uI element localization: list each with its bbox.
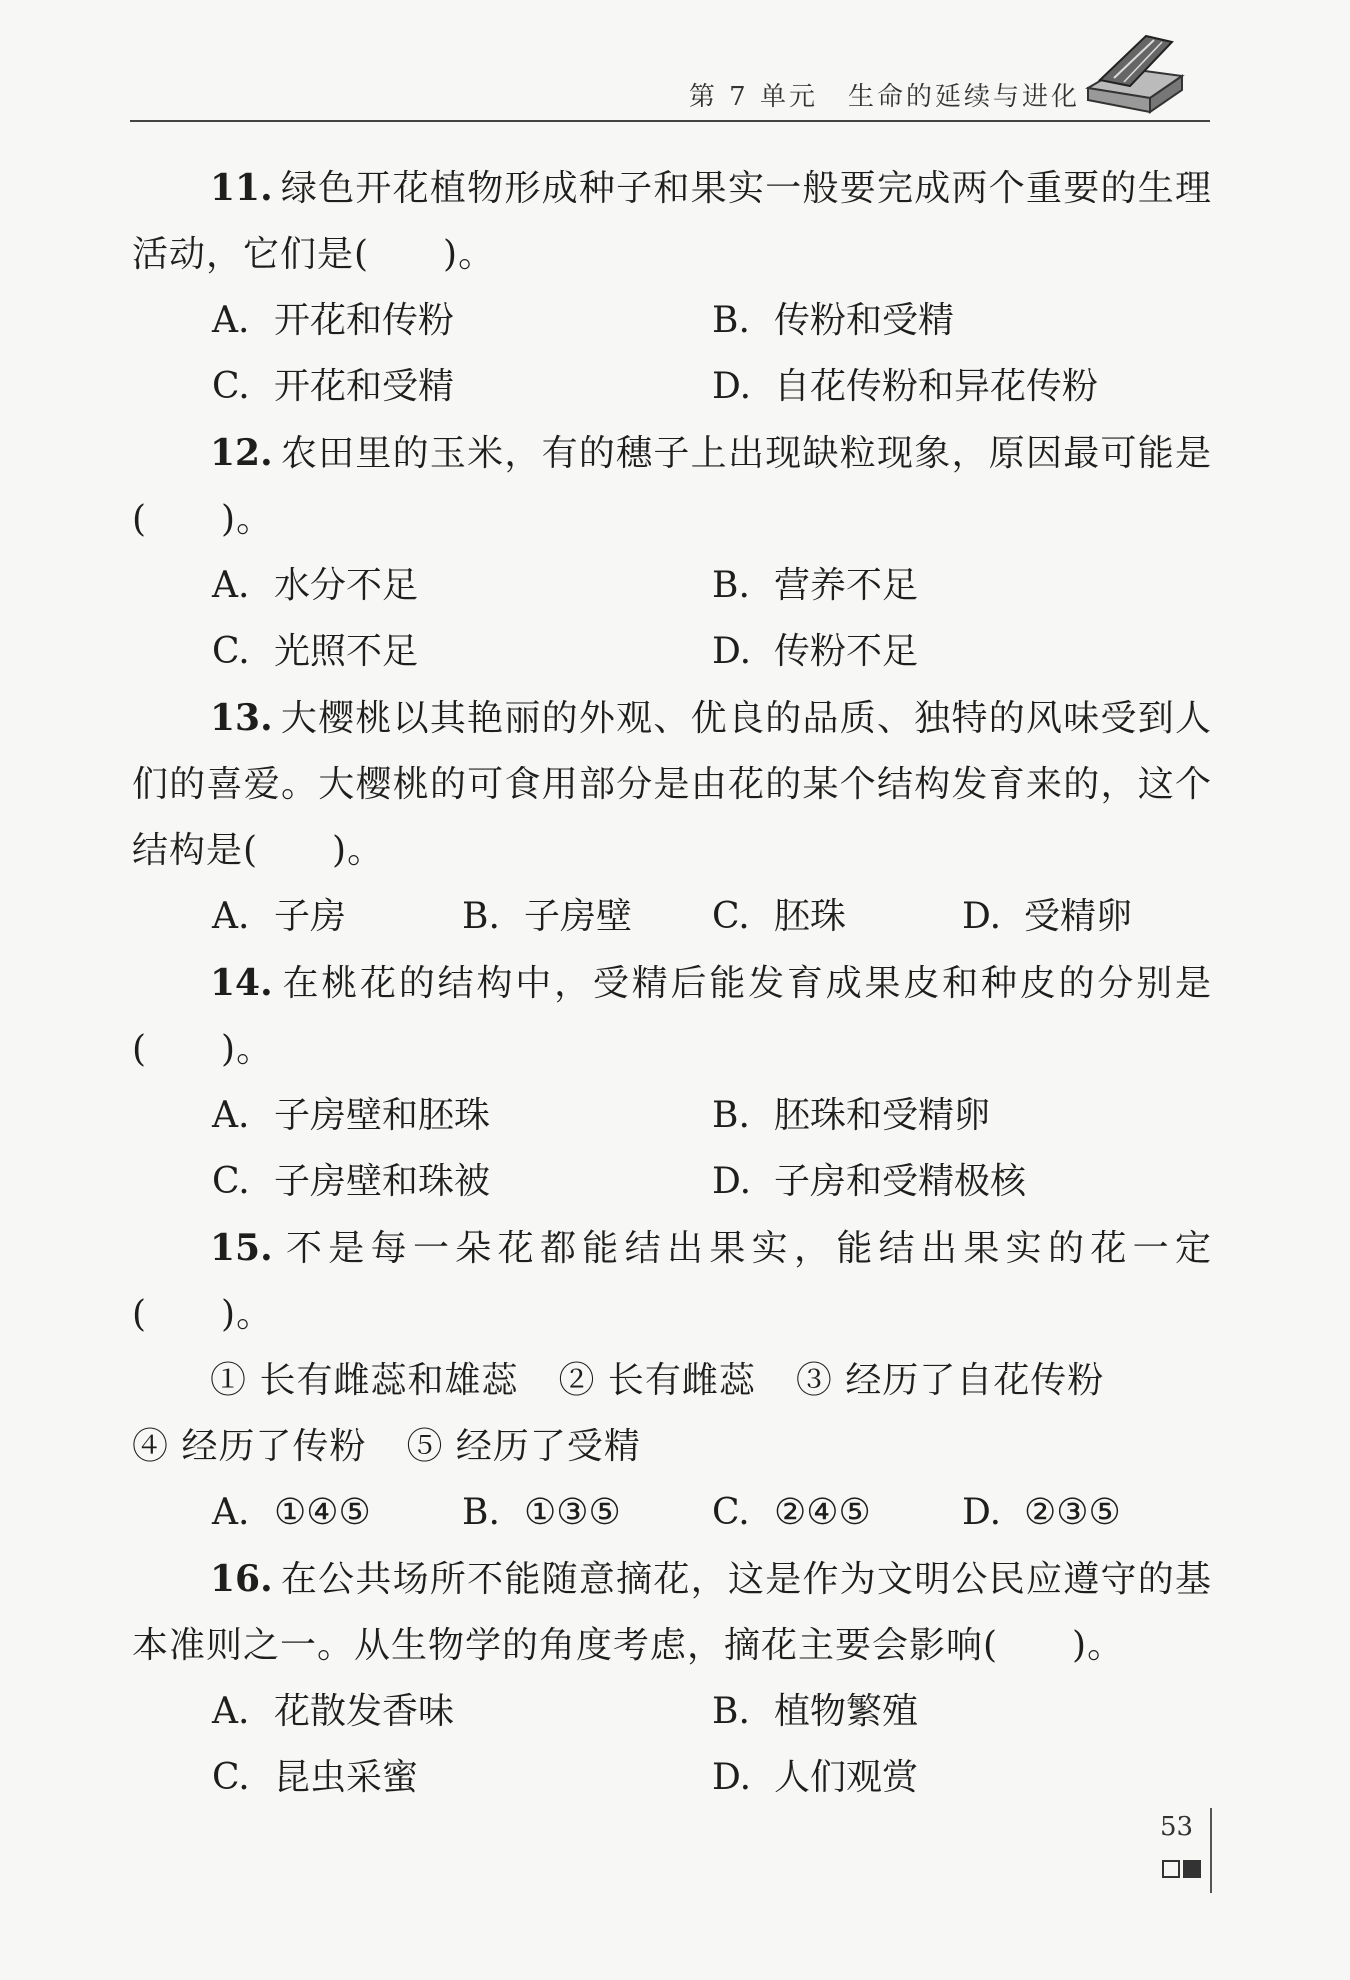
option-b[interactable]: B. ①③⑤ — [462, 1492, 621, 1533]
option-row — [132, 884, 1212, 950]
option-a[interactable]: A. 子房 — [212, 896, 347, 937]
statement-3: ③ 经历了自花传粉 — [795, 1360, 1105, 1401]
question-stem — [132, 420, 1212, 553]
question-stem — [132, 685, 1212, 884]
option-row — [132, 1480, 1212, 1546]
question-13 — [132, 685, 1212, 950]
question-number: 15. — [210, 1227, 273, 1269]
question-16 — [132, 1546, 1212, 1811]
unit-label: 第 7 单元 — [688, 82, 818, 112]
question-stem — [132, 155, 1212, 288]
question-number: 16. — [210, 1558, 273, 1600]
option-d[interactable]: D. 人们观赏 — [712, 1757, 919, 1798]
option-d[interactable]: D. 子房和受精极核 — [712, 1161, 1027, 1202]
statement-5: ⑤ 经历了受精 — [406, 1426, 641, 1467]
option-a[interactable]: A. 子房壁和胚珠 — [212, 1095, 491, 1136]
book-stack-icon — [1080, 28, 1190, 118]
stem-text: 大樱桃以其艳丽的外观、优良的品质、独特的风味受到人们的喜爱。大樱桃的可食用部分是由花的某个结构发育来的，这个结构是( )。 — [132, 698, 1212, 871]
option-a[interactable]: A. ①④⑤ — [212, 1492, 371, 1533]
stem-text: 在公共场所不能随意摘花，这是作为文明公民应遵守的基本准则之一。从生物学的角度考虑，摘花主要会影响( )。 — [132, 1559, 1212, 1666]
question-11 — [132, 155, 1212, 420]
question-number: 14. — [210, 962, 273, 1004]
question-number: 13. — [210, 697, 273, 739]
question-number: 11. — [210, 167, 273, 209]
option-c[interactable]: C. 光照不足 — [212, 631, 419, 672]
question-15 — [132, 1215, 1212, 1546]
unit-title: 生命的延续与进化 — [847, 82, 1080, 112]
option-d[interactable]: D. 传粉不足 — [712, 631, 919, 672]
option-a[interactable]: A. 花散发香味 — [212, 1691, 455, 1732]
stem-text: 在桃花的结构中，受精后能发育成果皮和种皮的分别是( )。 — [132, 963, 1212, 1070]
question-stem — [132, 1546, 1212, 1679]
option-b[interactable]: B. 子房壁 — [462, 896, 633, 937]
header-text — [689, 76, 1080, 113]
option-row — [132, 354, 1212, 420]
question-stem — [132, 1215, 1212, 1348]
question-14 — [132, 950, 1212, 1215]
option-d[interactable]: D. 自花传粉和异花传粉 — [712, 366, 1099, 407]
filled-square-icon — [1183, 1860, 1201, 1878]
option-c[interactable]: C. ②④⑤ — [712, 1492, 871, 1533]
option-row — [132, 1679, 1212, 1745]
option-b[interactable]: B. 植物繁殖 — [712, 1691, 919, 1732]
option-row — [132, 553, 1212, 619]
question-number: 12. — [210, 432, 273, 474]
page-number: 53 — [1160, 1812, 1194, 1842]
option-b[interactable]: B. 胚珠和受精卵 — [712, 1095, 991, 1136]
stem-text: 不是每一朵花都能结出果实，能结出果实的花一定( )。 — [132, 1228, 1212, 1335]
option-b[interactable]: B. 营养不足 — [712, 565, 919, 606]
stem-text: 农田里的玉米，有的穗子上出现缺粒现象，原因最可能是( )。 — [132, 433, 1212, 540]
option-a[interactable]: A. 水分不足 — [212, 565, 419, 606]
statement-1: ① 长有雌蕊和雄蕊 — [210, 1360, 519, 1401]
option-row — [132, 1745, 1212, 1811]
option-d[interactable]: D. 受精卵 — [962, 896, 1133, 937]
option-row — [132, 1149, 1212, 1215]
option-d[interactable]: D. ②③⑤ — [962, 1492, 1121, 1533]
option-c[interactable]: C. 昆虫采蜜 — [212, 1757, 419, 1798]
option-b[interactable]: B. 传粉和受精 — [712, 300, 955, 341]
option-c[interactable]: C. 子房壁和珠被 — [212, 1161, 491, 1202]
option-row — [132, 1083, 1212, 1149]
statement-4: ④ 经历了传粉 — [132, 1426, 367, 1467]
option-row — [132, 619, 1212, 685]
question-stem — [132, 950, 1212, 1083]
empty-square-icon — [1162, 1860, 1180, 1878]
statement-2: ② 长有雌蕊 — [558, 1360, 756, 1401]
page-marker — [1162, 1860, 1201, 1878]
option-c[interactable]: C. 开花和受精 — [212, 366, 455, 407]
page-header — [130, 60, 1210, 122]
option-c[interactable]: C. 胚珠 — [712, 896, 847, 937]
option-row — [132, 288, 1212, 354]
stem-text: 绿色开花植物形成种子和果实一般要完成两个重要的生理活动，它们是( )。 — [132, 168, 1212, 275]
statement-list — [132, 1348, 1212, 1480]
page-number-rule — [1210, 1808, 1212, 1893]
option-a[interactable]: A. 开花和传粉 — [212, 300, 455, 341]
question-12 — [132, 420, 1212, 685]
question-list — [132, 155, 1212, 1811]
